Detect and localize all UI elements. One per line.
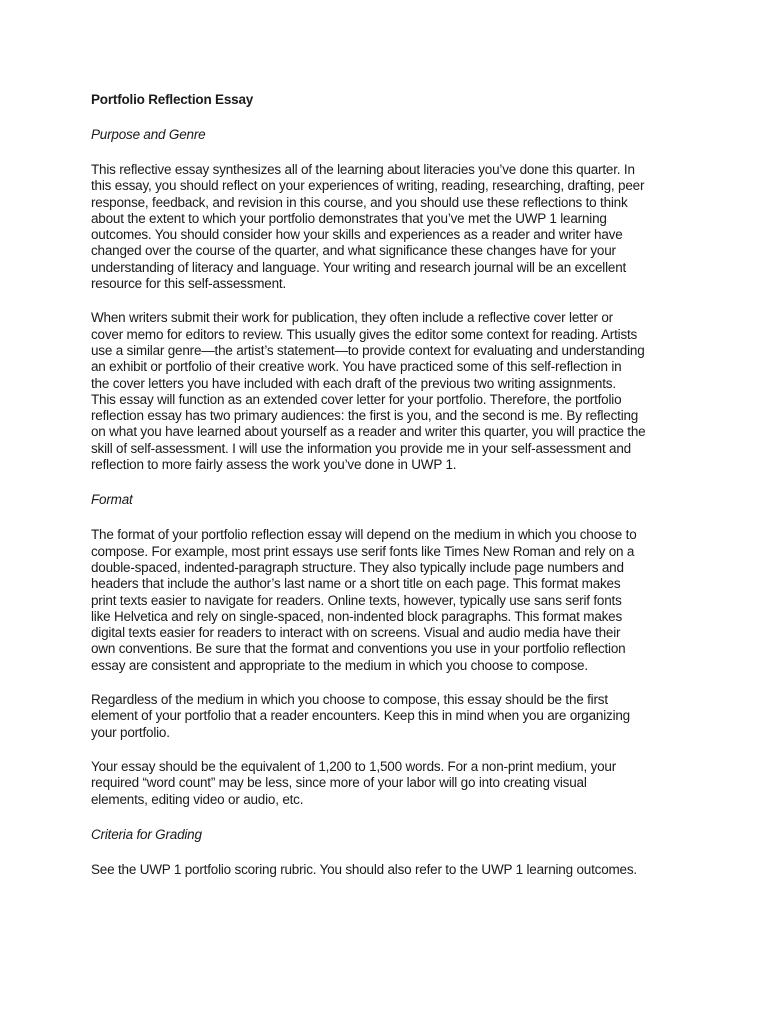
text-line: headers that include the author’s last name or a short title on each page. This format makes [91, 576, 621, 592]
text-line: response, feedback, and revision in this course, and you should use these reflections to think [91, 194, 628, 210]
text-line: reflection to more fairly assess the work you’ve done in UWP 1. [91, 457, 457, 473]
heading-criteria-for-grading: Criteria for Grading [91, 826, 202, 842]
text-line: print texts easier to navigate for readers. Online texts, however, typically use sans serif fonts [91, 592, 622, 608]
text-line: element of your portfolio that a reader encounters. Keep this in mind when you are organizing [91, 708, 630, 724]
paragraph-purpose-2 [91, 310, 691, 473]
heading-format: Format [91, 492, 133, 508]
text-line: essay are consistent and appropriate to the medium in which you choose to compose. [91, 657, 588, 673]
text-line: Your essay should be the equivalent of 1,200 to 1,500 words. For a non-print medium, your [91, 758, 617, 774]
document-title: Portfolio Reflection Essay [91, 92, 254, 107]
text-line: This reflective essay synthesizes all of the learning about literacies you’ve done this quarter. In [91, 162, 635, 177]
text-line: digital texts easier for readers to interact with on screens. Visual and audio media have their [91, 625, 621, 641]
text-line: skill of self-assessment. I will use the information you provide me in your self-assessment and [91, 440, 631, 456]
paragraph-format-3 [91, 759, 691, 808]
text-line: changed over the course of the quarter, and what significance these changes have for your [91, 243, 616, 259]
paragraph-format-2 [91, 692, 691, 741]
text-line: cover memo for editors to review. This usually gives the editor some context for reading. Artists [91, 326, 638, 342]
text-line: The format of your portfolio reflection essay will depend on the medium in which you choose to [91, 527, 637, 543]
text-line: See the UWP 1 portfolio scoring rubric. You should also refer to the UWP 1 learning outcomes. [91, 861, 637, 877]
text-line: this essay, you should reflect on your experiences of writing, reading, researching, drafting, peer [91, 178, 645, 194]
text-line: Regardless of the medium in which you choose to compose, this essay should be the first [91, 692, 608, 708]
text-line: about the extent to which your portfolio demonstrates that you’ve met the UWP 1 learning [91, 210, 607, 226]
text-line: required “word count” may be less, since more of your labor will go into creating visual [91, 775, 587, 791]
text-line: own conventions. Be sure that the format and conventions you use in your portfolio reflection [91, 641, 626, 657]
paragraph-purpose-1 [91, 162, 691, 292]
document-body [91, 92, 691, 878]
text-line: an exhibit or portfolio of their creative work. You have practiced some of this self-reflection in [91, 359, 622, 375]
text-line: use a similar genre—the artist’s statement—to provide context for evaluating and understanding [91, 342, 645, 358]
text-line: like Helvetica and rely on single-spaced, non-indented block paragraphs. This format makes [91, 608, 623, 624]
text-line: outcomes. You should consider how your skills and experiences as a reader and writer have [91, 227, 623, 243]
text-line: double-spaced, indented-paragraph structure. They also typically include page numbers and [91, 559, 624, 575]
text-line: When writers submit their work for publication, they often include a reflective cover letter or [91, 310, 613, 326]
text-line: This essay will function as an extended cover letter for your portfolio. Therefore, the portfolio [91, 391, 622, 407]
text-line: on what you have learned about yourself as a reader and writer this quarter, you will practice the [91, 424, 646, 440]
text-line: elements, editing video or audio, etc. [91, 791, 304, 807]
paragraph-format-1 [91, 527, 691, 674]
text-line: your portfolio. [91, 724, 170, 740]
heading-purpose-and-genre: Purpose and Genre [91, 127, 206, 142]
paragraph-criteria-1 [91, 862, 691, 878]
text-line: compose. For example, most print essays use serif fonts like Times New Roman and rely on a [91, 543, 635, 559]
text-line: understanding of literacy and language. Your writing and research journal will be an excellent [91, 259, 627, 275]
text-line: the cover letters you have included with each draft of the previous two writing assignments. [91, 375, 616, 391]
text-line: resource for this self-assessment. [91, 276, 287, 292]
text-line: reflection essay has two primary audiences: the first is you, and the second is me. By reflecting [91, 408, 639, 424]
